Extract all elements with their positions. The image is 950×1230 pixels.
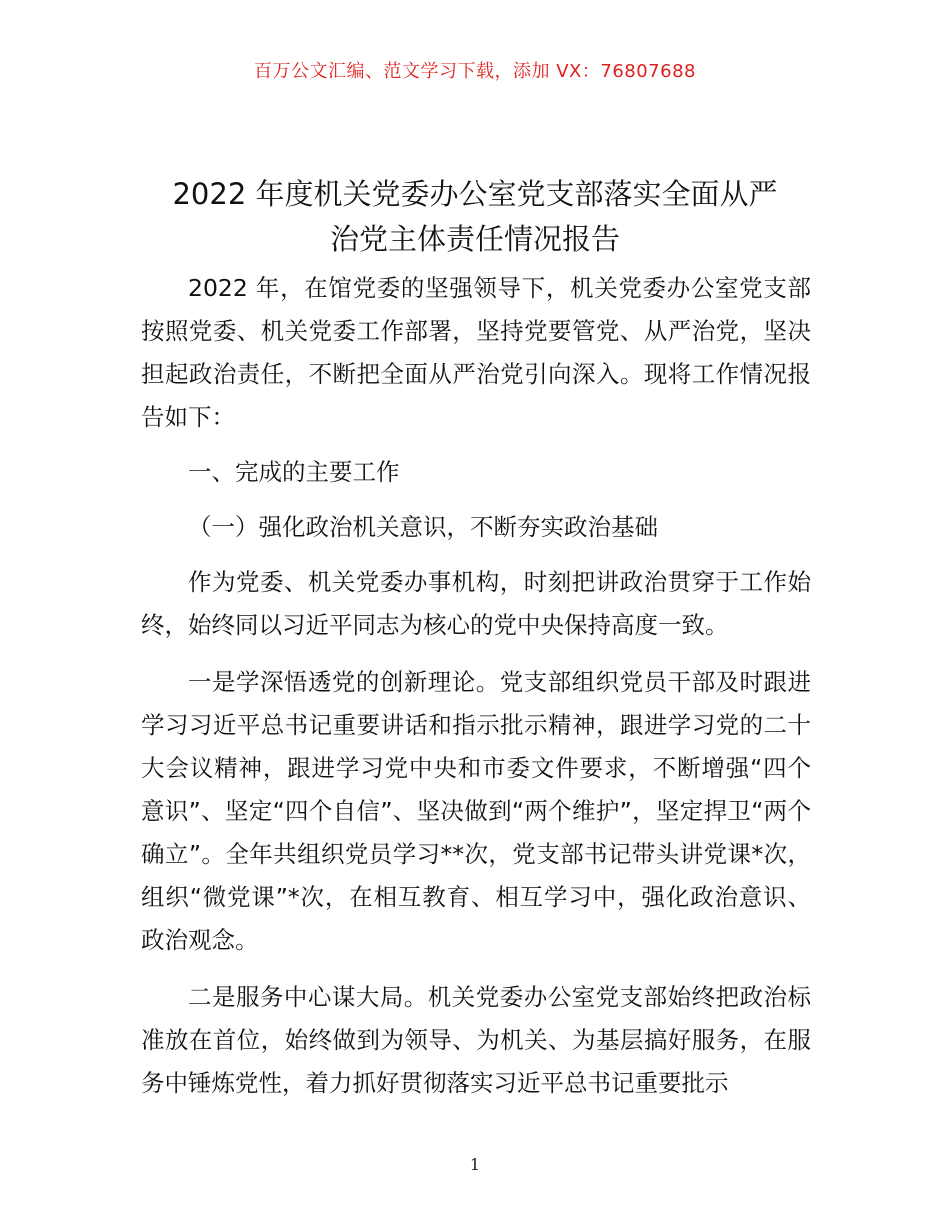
title-line-2: 治党主体责任情况报告 xyxy=(329,222,620,256)
document-body xyxy=(141,267,811,1105)
page-number: 1 xyxy=(469,1155,481,1174)
subsection-heading-1: （一）强化政治机关意识，不断夯实政治基础 xyxy=(188,513,658,541)
title-line-1: 2022 年度机关党委办公室党支部落实全面从严 xyxy=(172,177,778,211)
intro-paragraph: 2022 年，在馆党委的坚强领导下，机关党委办公室党支部按照党委、机关党委工作部署，坚持党要管党、从严治党，坚决担起政治责任，不断把全面从严治党引向深入。现将工作情况报告如下： xyxy=(141,274,811,431)
body-paragraph: 二是服务中心谋大局。机关党委办公室党支部始终把政治标准放在首位，始终做到为领导、为机关、为基层搞好服务，在服务中锤炼党性，着力抓好贯彻落实习近平总书记重要批示 xyxy=(141,983,811,1097)
section-heading-1: 一、完成的主要工作 xyxy=(188,458,400,486)
header-banner: 百万公文汇编、范文学习下载，添加 VX：76807688 xyxy=(254,61,696,82)
body-paragraph: 作为党委、机关党委办事机构，时刻把讲政治贯穿于工作始终，始终同以习近平同志为核心的党中央保持高度一致。 xyxy=(141,568,811,639)
body-paragraph: 一是学深悟透党的创新理论。党支部组织党员干部及时跟进学习习近平总书记重要讲话和指示批示精神，跟进学习党的二十大会议精神，跟进学习党中央和市委文件要求，不断增强“四个意识”、坚定“四个自信”、坚决做到“两个维护”，坚定捍卫“两个确立”。全年共组织党员学习**次，党支部书记带头讲党课*次，组织“微党课”*次，在相互教育、相互学习中，强化政治意识、政治观念。 xyxy=(141,668,811,954)
document-title xyxy=(120,172,830,262)
